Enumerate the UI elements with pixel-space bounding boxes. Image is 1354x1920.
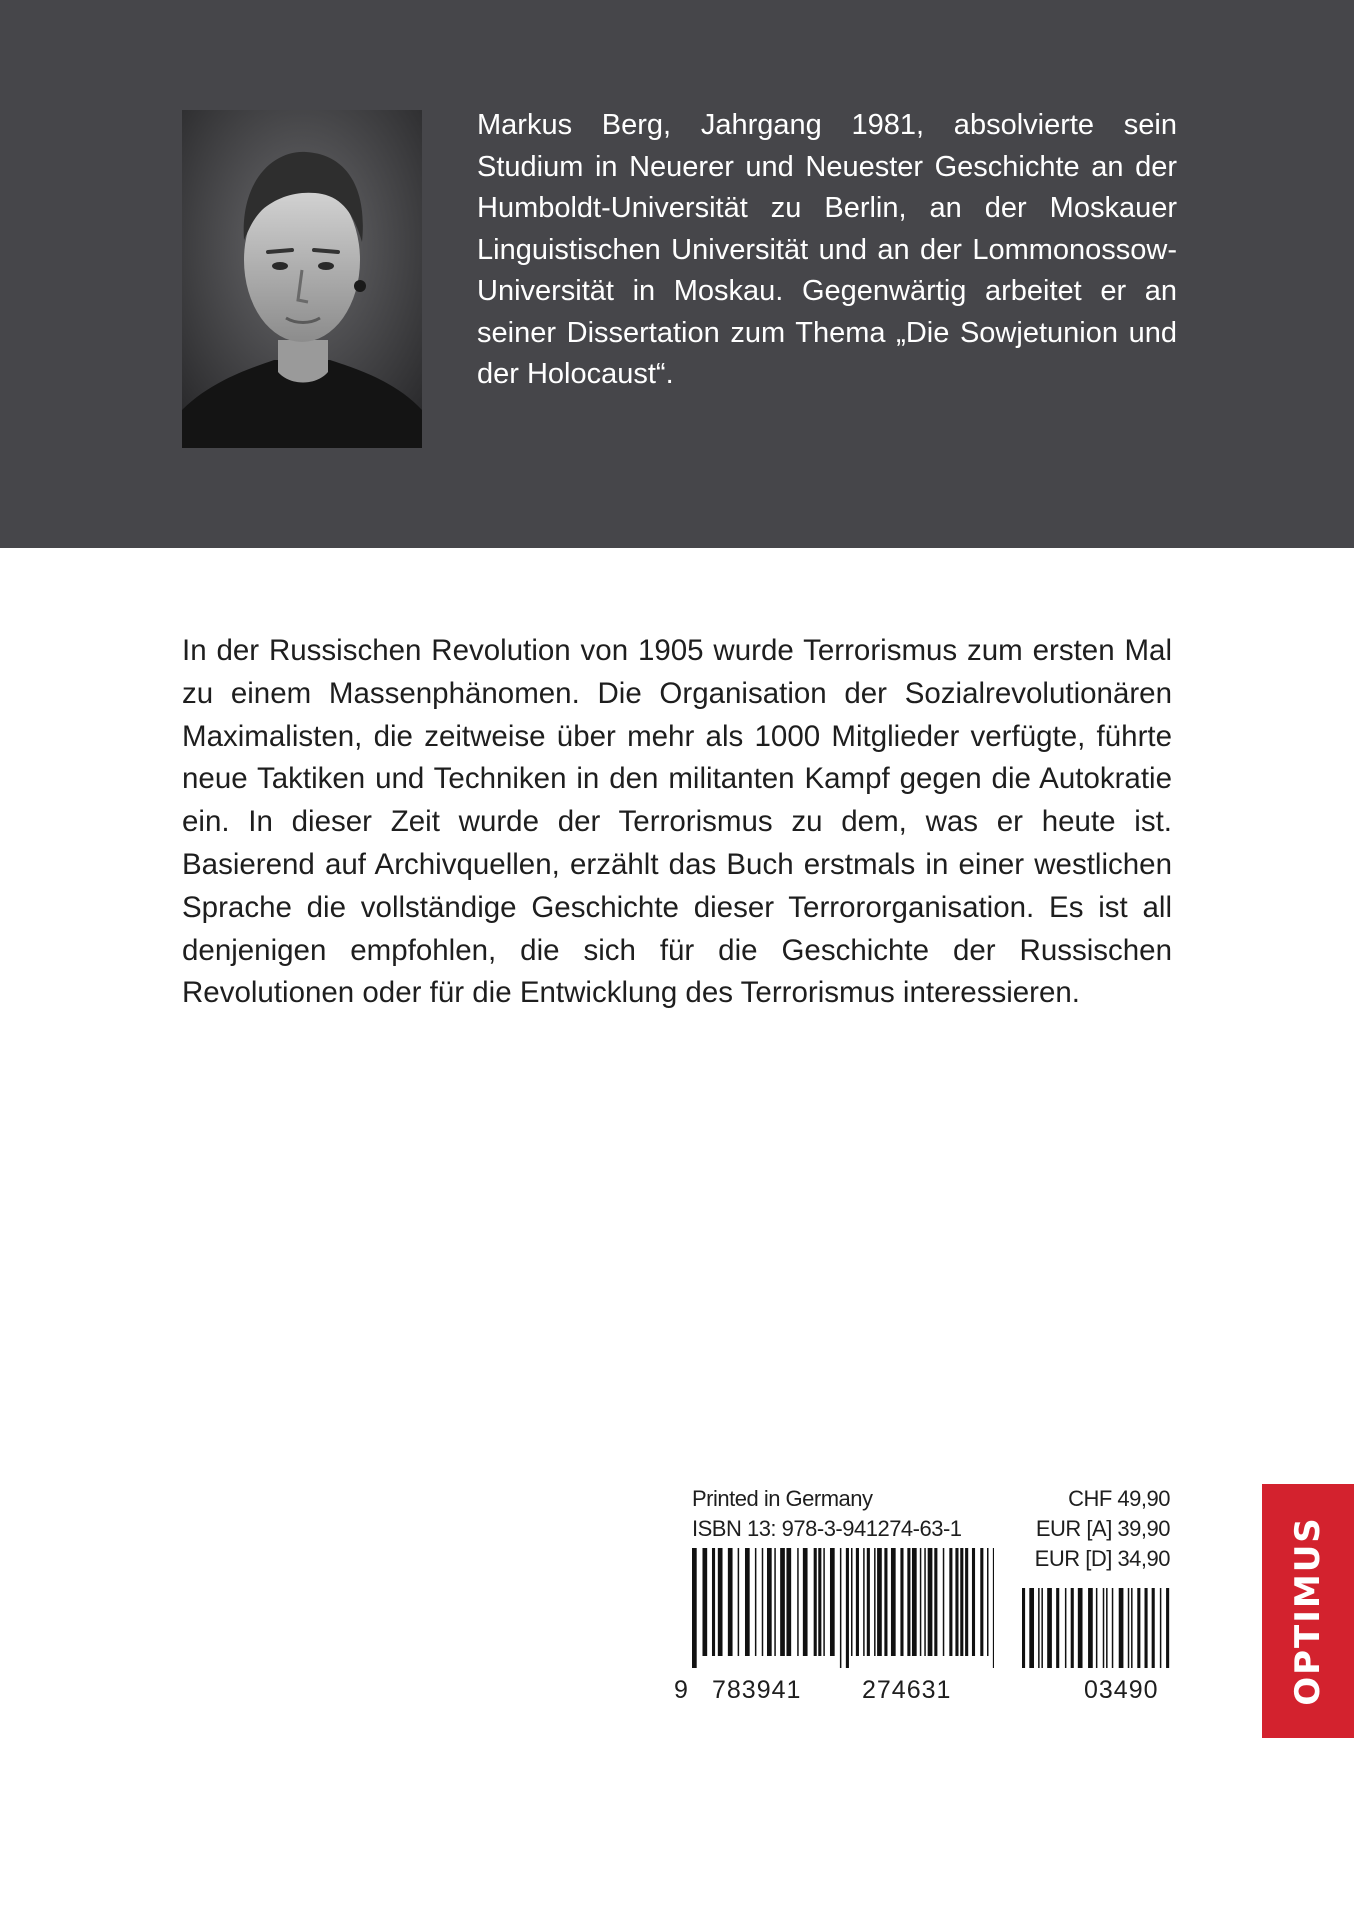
- barcode-bar: [856, 1548, 859, 1656]
- publisher-tab: [1262, 1484, 1354, 1738]
- barcode-right-digits: 274631: [862, 1676, 952, 1704]
- barcode-bar: [774, 1548, 776, 1656]
- barcode-bar: [745, 1548, 750, 1656]
- barcode-bar: [1056, 1588, 1059, 1668]
- barcode-bar: [1145, 1588, 1148, 1668]
- barcode-bar: [1160, 1588, 1162, 1668]
- price-eur-d: EUR [D] 34,90: [1034, 1546, 1170, 1571]
- barcode-bar: [877, 1548, 882, 1656]
- isbn-barcode: [692, 1548, 994, 1668]
- barcode-bar: [1022, 1588, 1025, 1668]
- barcode-bar: [1071, 1588, 1074, 1668]
- barcode-bar: [830, 1548, 835, 1656]
- price-addon-barcode: [1022, 1588, 1172, 1668]
- barcode-bar: [1047, 1588, 1052, 1668]
- barcode-lead-digit: 9: [674, 1676, 689, 1704]
- barcode-bar: [738, 1548, 740, 1656]
- barcode-bar: [965, 1548, 968, 1656]
- author-bio: Markus Berg, Jahrgang 1981, absolvierte sein Studium in Neuerer und Neuester Geschichte an der Humboldt-Universität zu Berlin, an der Moskauer Linguistischen Universität und an der Lommonossow-Universität in Moskau. Gegenwärtig arbeitet er an seiner Dissertation zum Thema „Die Sowjetunion und der Holocaust“.: [477, 109, 1177, 390]
- barcode-bar: [863, 1548, 865, 1656]
- barcode-bar: [692, 1548, 697, 1668]
- barcode-bar: [943, 1548, 945, 1656]
- barcode-addon-digits: 03490: [1084, 1676, 1159, 1704]
- barcode-bar: [814, 1548, 817, 1656]
- barcode-bar: [1128, 1588, 1130, 1668]
- barcode-bar: [728, 1548, 733, 1656]
- barcode-bar: [980, 1548, 983, 1656]
- barcode-bar: [1096, 1588, 1098, 1668]
- barcode-bar: [1119, 1588, 1124, 1668]
- barcode-bar: [718, 1548, 723, 1656]
- barcode-bar: [1131, 1588, 1133, 1668]
- barcode-bar: [874, 1548, 876, 1656]
- price-chf: CHF 49,90: [1068, 1486, 1170, 1511]
- barcode-bar: [755, 1548, 757, 1656]
- barcode-bar: [912, 1548, 917, 1656]
- barcode-bar: [884, 1548, 887, 1656]
- barcode-left-digits: 783941: [712, 1676, 802, 1704]
- barcode-bar: [891, 1548, 896, 1656]
- barcode-bar: [1103, 1588, 1105, 1668]
- barcode-bar: [1078, 1588, 1083, 1668]
- barcode-bar: [797, 1548, 799, 1656]
- barcode-bar: [1041, 1588, 1043, 1668]
- barcode-bar: [851, 1548, 853, 1656]
- barcode-bar: [1038, 1588, 1040, 1668]
- barcode-bar: [949, 1548, 952, 1656]
- barcode-bar: [900, 1548, 903, 1656]
- barcode-bar: [1029, 1588, 1034, 1668]
- barcode-bar: [786, 1548, 791, 1656]
- barcode-bar: [934, 1548, 937, 1656]
- barcode-bar: [1166, 1588, 1169, 1668]
- barcode-bar: [767, 1548, 772, 1656]
- printed-in-label: Printed in Germany: [692, 1486, 873, 1511]
- barcode-bar: [1088, 1588, 1093, 1668]
- barcode-bar: [867, 1548, 870, 1656]
- barcode-bar: [993, 1548, 994, 1668]
- barcode-bar: [762, 1548, 764, 1656]
- price-block: [990, 1484, 1170, 1574]
- barcode-bar: [987, 1548, 989, 1656]
- barcode-bar: [955, 1548, 958, 1656]
- book-description: In der Russischen Revolution von 1905 wurde Terrorismus zum ersten Mal zu einem Massenphänomen. Die Organisation der Sozialrevolutionären Maximalisten, die zeitweise über mehr als 1000 Mitglieder verfügte, führte neue Taktiken und Techniken in den militanten Kampf gegen die Autokratie ein. In dieser Zeit wurde der Terrorismus zu dem, was er heute ist. Basierend auf Archivquellen, erzählt das Buch erstmals in einer westlichen Sprache die vollständige Geschichte dieser Terrororganisation. Es ist all denjenigen empfohlen, die sich für die Geschichte der Russischen Revolutionen oder für die Entwicklung des Terrorismus interessieren.: [182, 634, 1172, 1010]
- barcode-bar: [712, 1548, 715, 1656]
- barcode-bar: [920, 1548, 922, 1656]
- imprint-block: [692, 1484, 992, 1544]
- barcode-bar: [928, 1548, 933, 1656]
- barcode-bar: [803, 1548, 808, 1656]
- barcode-bar: [1152, 1588, 1155, 1668]
- barcode-bar: [907, 1548, 910, 1656]
- isbn-label: ISBN 13: 978-3-941274-63-1: [692, 1516, 962, 1541]
- barcode-bar: [702, 1548, 707, 1656]
- barcode-bar: [1106, 1588, 1108, 1668]
- barcode-bar: [1112, 1588, 1114, 1668]
- barcode-bar: [780, 1548, 785, 1656]
- author-photo: [182, 110, 422, 448]
- barcode-bar: [1065, 1588, 1067, 1668]
- barcode-bar: [846, 1548, 849, 1668]
- barcode-bar: [924, 1548, 926, 1656]
- publisher-logo: OPTIMUS: [1288, 1516, 1328, 1706]
- barcode-bar: [823, 1548, 825, 1656]
- barcode-bar: [960, 1548, 963, 1656]
- barcode-bar: [840, 1548, 842, 1668]
- price-eur-a: EUR [A] 39,90: [1035, 1516, 1170, 1541]
- barcode-bar: [1137, 1588, 1140, 1668]
- barcode-bar: [972, 1548, 975, 1656]
- barcode-bar: [818, 1548, 821, 1656]
